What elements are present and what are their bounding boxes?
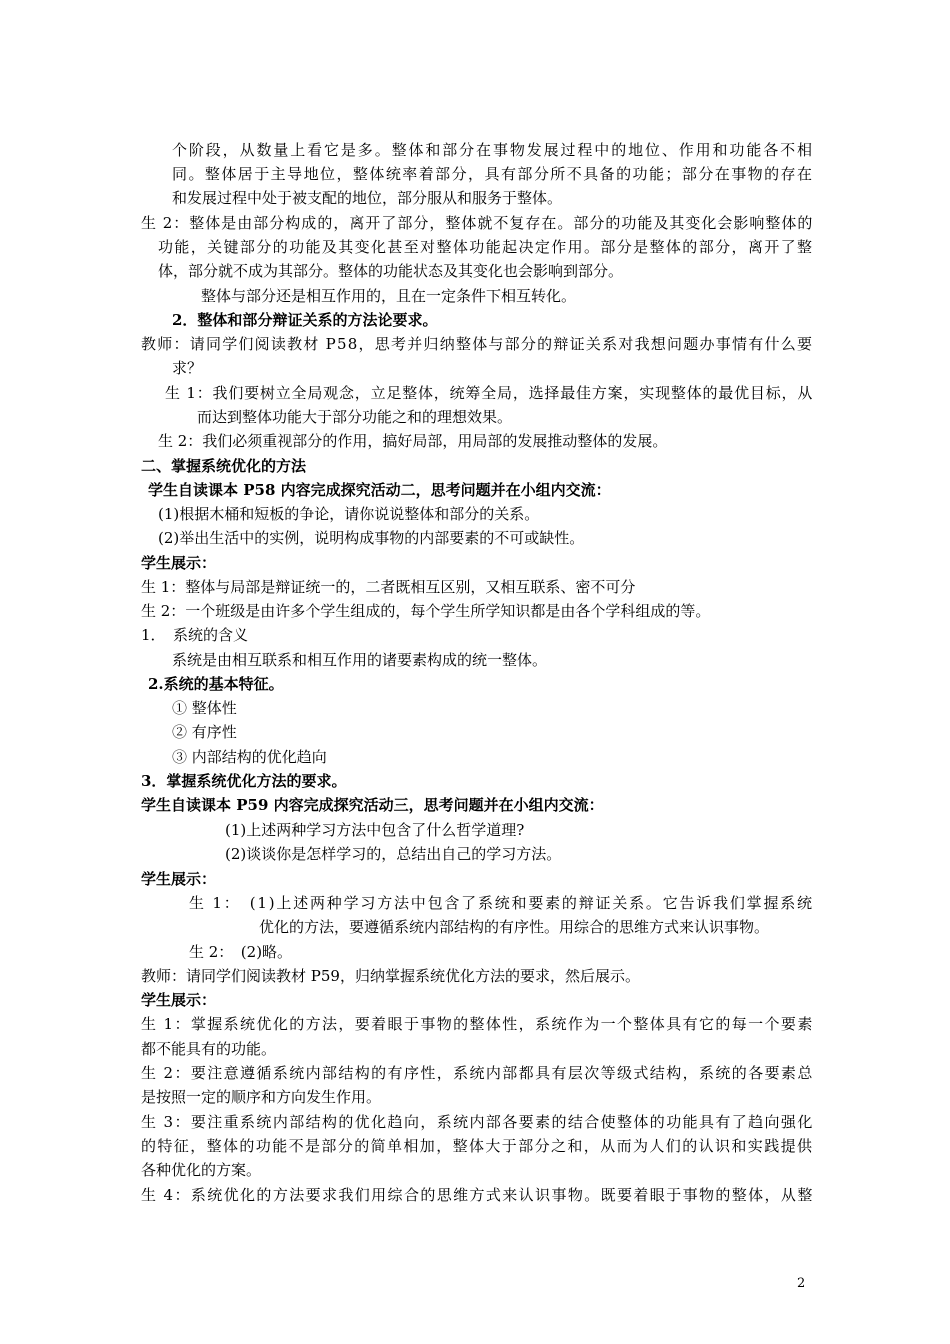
text-line: 学生展示： — [141, 554, 217, 572]
text-line: 2.系统的基本特征。 — [148, 675, 284, 693]
text-line: 而达到整体功能大于部分功能之和的理想效果。 — [197, 408, 513, 426]
text-line: 系统是由相互联系和相互作用的诸要素构成的统一整体。 — [172, 651, 548, 669]
text-line: 功能，关键部分的功能及其变化甚至对整体功能起决定作用。部分是整体的部分，离开了整 — [158, 238, 814, 256]
text-line: 学生自读课本 P58 内容完成探究活动二，思考问题并在小组内交流： — [148, 481, 611, 499]
text-line: (2)举出生活中的实例，说明构成事物的内部要素的不可或缺性。 — [158, 529, 585, 547]
text-line: 体，部分就不成为其部分。整体的功能状态及其变化也会影响到部分。 — [158, 262, 624, 280]
text-line: 学生展示： — [141, 870, 217, 888]
text-line: 生 2：整体是由部分构成的，离开了部分，整体就不复存在。部分的功能及其变化会影响整体的 — [141, 214, 814, 232]
text-line: 生 2： (2)略。 — [189, 943, 293, 961]
text-line: 都不能具有的功能。 — [141, 1040, 277, 1058]
text-line: 学生展示： — [141, 991, 217, 1009]
text-line: 整体与部分还是相互作用的，且在一定条件下相互转化。 — [201, 287, 577, 305]
text-line: 生 1：掌握系统优化的方法，要着眼于事物的整体性，系统作为一个整体具有它的每一个要素 — [141, 1015, 814, 1033]
text-line: ③ 内部结构的优化趋向 — [172, 748, 327, 766]
text-line: 生 2：要注意遵循系统内部结构的有序性，系统内部都具有层次等级式结构，系统的各要素总 — [141, 1064, 814, 1082]
text-line: 生 1：我们要树立全局观念，立足整体，统筹全局，选择最佳方案，实现整体的最优目标，从 — [165, 384, 814, 402]
text-line: 2．整体和部分辩证关系的方法论要求。 — [172, 311, 438, 329]
text-line: 学生自读课本 P59 内容完成探究活动三，思考问题并在小组内交流： — [141, 796, 604, 814]
text-line: 个阶段，从数量上看它是多。整体和部分在事物发展过程中的地位、作用和功能各不相 — [172, 141, 814, 159]
text-line: 的特征，整体的功能不是部分的简单相加，整体大于部分之和，从而为人们的认识和实践提供 — [141, 1137, 814, 1155]
text-line: 生 1：整体与局部是辩证统一的，二者既相互区别，又相互联系、密不可分 — [141, 578, 636, 596]
text-line: 3．掌握系统优化方法的要求。 — [141, 772, 347, 790]
text-line: ① 整体性 — [172, 699, 237, 717]
text-line: 教师：请同学们阅读教材 P59，归纳掌握系统优化方法的要求，然后展示。 — [141, 967, 640, 985]
text-line: 生 2：一个班级是由许多个学生组成的，每个学生所学知识都是由各个学科组成的等。 — [141, 602, 711, 620]
text-line: 生 1： (1)上述两种学习方法中包含了系统和要素的辩证关系。它告诉我们掌握系统 — [189, 894, 814, 912]
text-line: 生 2：我们必须重视部分的作用，搞好局部，用局部的发展推动整体的发展。 — [158, 432, 668, 450]
page-number: 2 — [797, 1276, 806, 1291]
text-line: 是按照一定的顺序和方向发生作用。 — [141, 1088, 382, 1106]
text-line: 各种优化的方案。 — [141, 1161, 262, 1179]
text-line: (1)根据木桶和短板的争论，请你说说整体和部分的关系。 — [158, 505, 540, 523]
text-line: 生 3：要注重系统内部结构的优化趋向，系统内部各要素的结合使整体的功能具有了趋向强化 — [141, 1113, 814, 1131]
text-line: ② 有序性 — [172, 723, 237, 741]
text-line: (2)谈谈你是怎样学习的，总结出自己的学习方法。 — [225, 845, 562, 863]
text-line: 和发展过程中处于被支配的地位，部分服从和服务于整体。 — [172, 189, 563, 207]
text-line: (1)上述两种学习方法中包含了什么哲学道理? — [225, 821, 525, 839]
text-line: 求？ — [172, 359, 203, 377]
text-line: 生 4：系统优化的方法要求我们用综合的思维方式来认识事物。既要着眼于事物的整体，从整 — [141, 1186, 814, 1204]
text-line: 同。整体居于主导地位，整体统率着部分，具有部分所不具备的功能；部分在事物的存在 — [172, 165, 814, 183]
text-line: 1． 系统的含义 — [141, 626, 249, 644]
text-line: 教师：请同学们阅读教材 P58，思考并归纳整体与部分的辩证关系对我想问题办事情有什么要 — [141, 335, 814, 353]
text-line: 优化的方法，要遵循系统内部结构的有序性。用综合的思维方式来认识事物。 — [259, 918, 770, 936]
text-line: 二、掌握系统优化的方法 — [141, 457, 307, 475]
